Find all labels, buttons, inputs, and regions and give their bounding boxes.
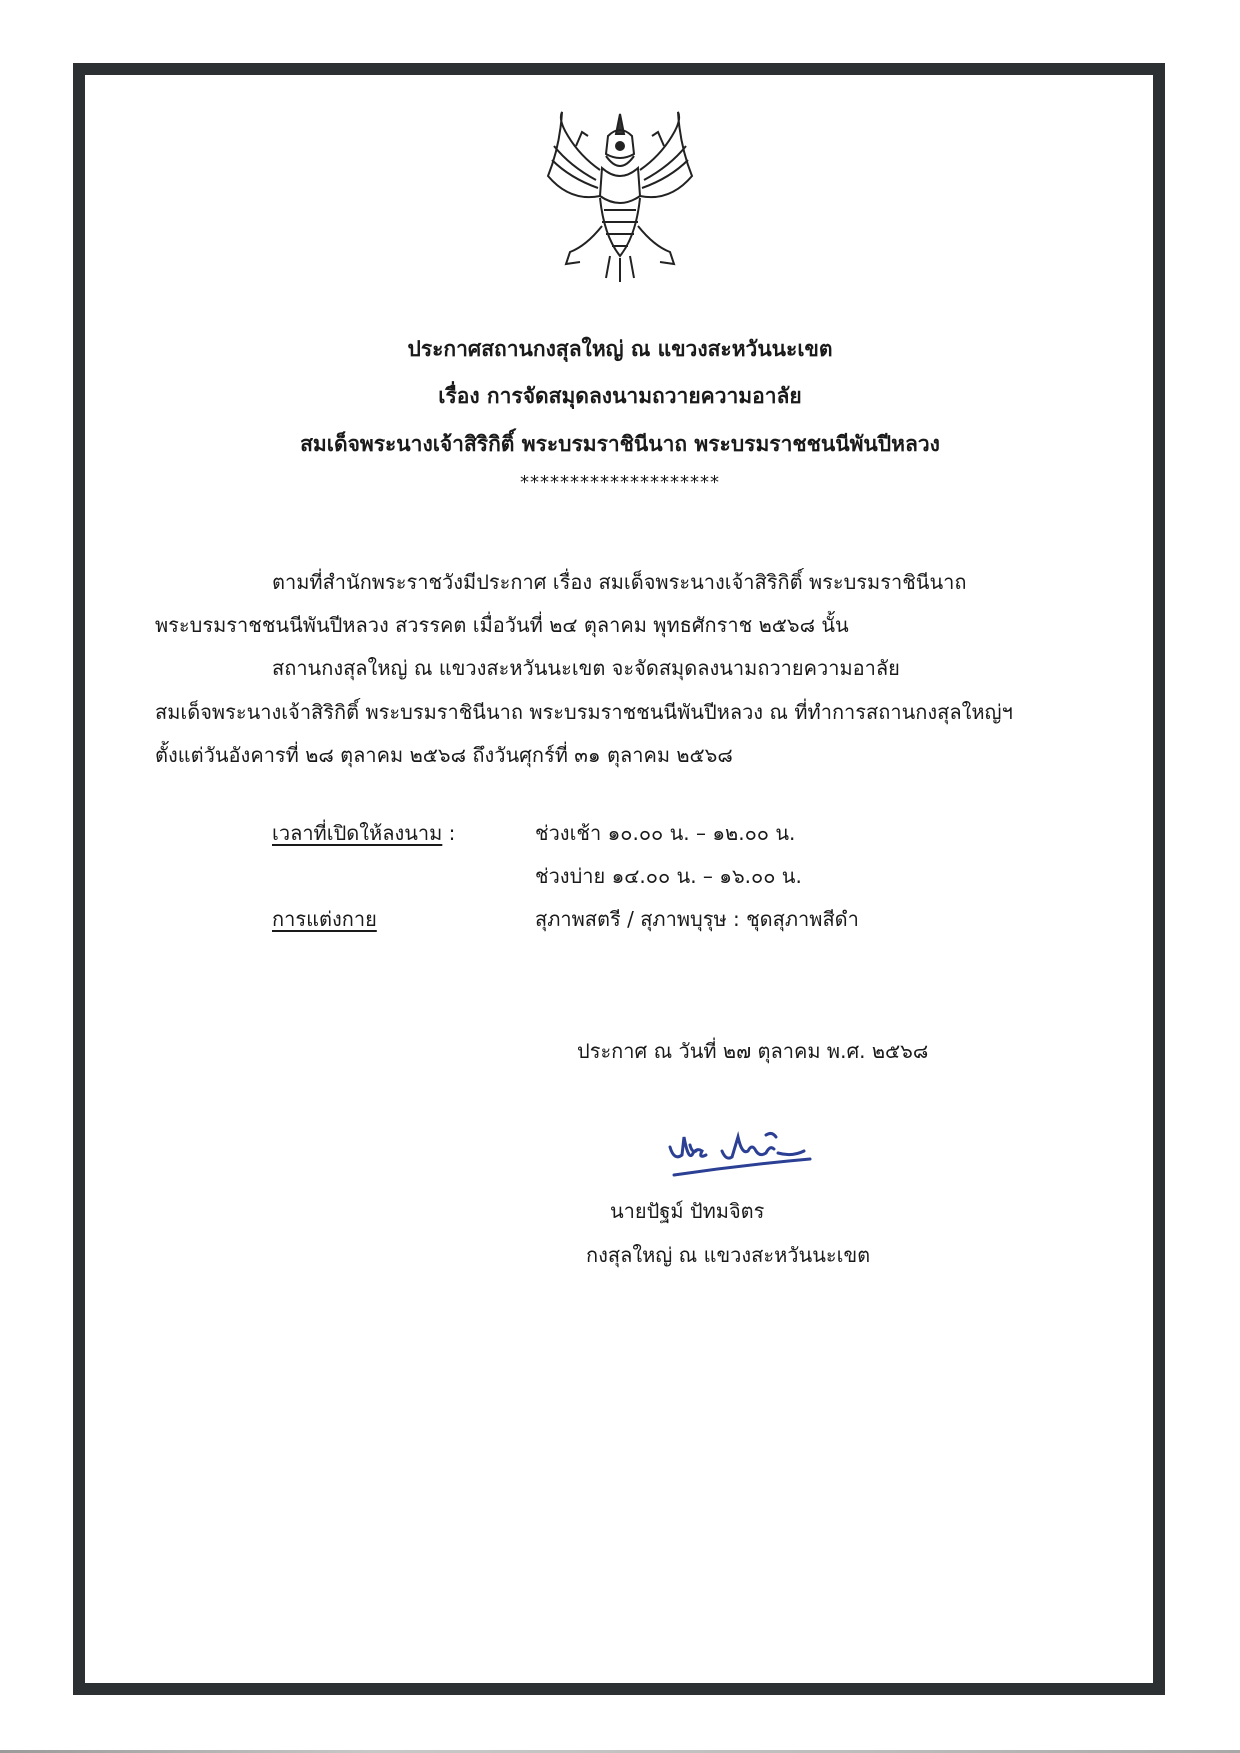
subject-line: เรื่อง การจัดสมุดลงนามถวายความอาลัย (438, 384, 802, 408)
signatory-name: นายปัฐม์ ปัทมจิตร (610, 1199, 765, 1223)
dress-code-value: สุภาพสตรี / สุภาพบุรุษ : ชุดสุภาพสีดำ (535, 907, 859, 931)
paragraph-1-line-2: พระบรมราชชนนีพันปีหลวง สวรรคต เมื่อวันที่ ๒๔ ตุลาคม พุทธศักราช ๒๕๖๘ นั้น (155, 613, 849, 637)
signing-hours-label (272, 817, 455, 849)
paragraph-2-line-2: สมเด็จพระนางเจ้าสิริกิติ์ พระบรมราชินีนาถ พระบรมราชชนนีพันปีหลวง ณ ที่ทำการสถานกงสุลใหญ่ฯ (155, 700, 1013, 724)
morning-hours: ช่วงเช้า ๑๐.๐๐ น. – ๑๒.๐๐ น. (535, 821, 796, 845)
signatory-title: กงสุลใหญ่ ณ แขวงสะหวันนะเขต (586, 1243, 871, 1267)
afternoon-hours: ช่วงบ่าย ๑๔.๐๐ น. – ๑๖.๐๐ น. (535, 864, 802, 888)
announcement-date: ประกาศ ณ วันที่ ๒๗ ตุลาคม พ.ศ. ๒๕๖๘ (577, 1039, 929, 1063)
separator-stars: ******************** (520, 472, 720, 493)
announcement-title: ประกาศสถานกงสุลใหญ่ ณ แขวงสะหวันนะเขต (407, 337, 833, 361)
garuda-emblem-icon (540, 106, 700, 286)
paragraph-1-line-1: ตามที่สำนักพระราชวังมีประกาศ เรื่อง สมเด็จพระนางเจ้าสิริกิติ์ พระบรมราชินีนาถ (272, 570, 967, 594)
dress-code-label: การแต่งกาย (272, 907, 377, 931)
signing-hours-label-text: เวลาที่เปิดให้ลงนาม (272, 821, 443, 845)
royal-title-line: สมเด็จพระนางเจ้าสิริกิติ์ พระบรมราชินีนาถ พระบรมราชชนนีพันปีหลวง (300, 432, 940, 456)
paragraph-2-line-3: ตั้งแต่วันอังคารที่ ๒๘ ตุลาคม ๒๕๖๘ ถึงวันศุกร์ที่ ๓๑ ตุลาคม ๒๕๖๘ (155, 743, 733, 767)
paragraph-2-line-1: สถานกงสุลใหญ่ ณ แขวงสะหวันนะเขต จะจัดสมุดลงนามถวายความอาลัย (272, 656, 900, 680)
signing-hours-colon: : (448, 821, 456, 845)
signature-icon (662, 1125, 842, 1185)
